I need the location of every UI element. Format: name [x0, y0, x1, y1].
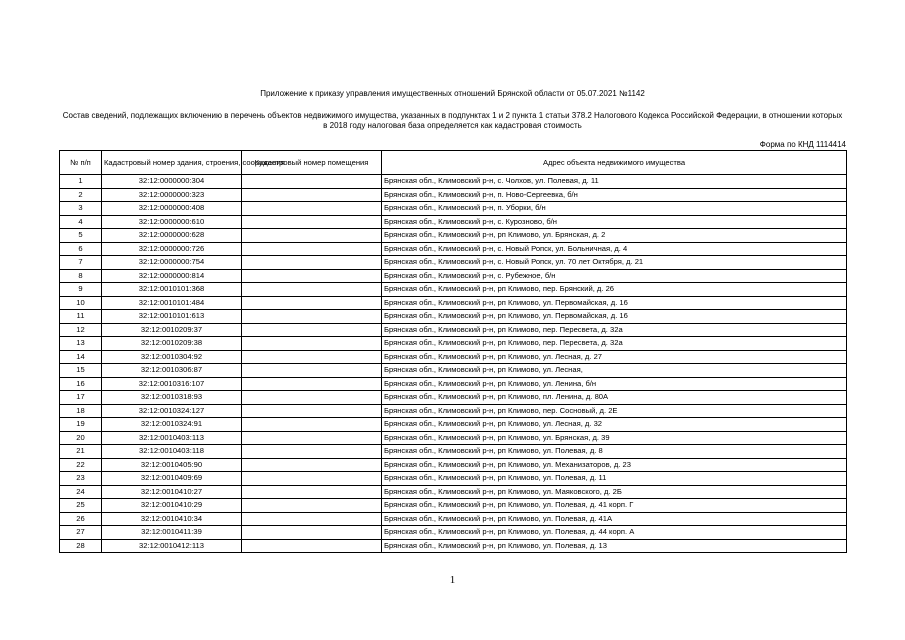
address-cell: Брянская обл., Климовский р-н, рп Климово, ул. Полевая, д. 8	[382, 445, 847, 459]
room-cadastral-number	[242, 364, 382, 378]
room-cadastral-number	[242, 539, 382, 553]
row-number: 28	[60, 539, 102, 553]
room-cadastral-number	[242, 215, 382, 229]
address-cell: Брянская обл., Климовский р-н, п. Уборки, б/н	[382, 202, 847, 216]
table-row	[60, 323, 847, 337]
building-cadastral-number: 32:12:0010324:127	[102, 404, 242, 418]
address-cell: Брянская обл., Климовский р-н, рп Климово, ул. Лесная,	[382, 364, 847, 378]
row-number: 5	[60, 229, 102, 243]
building-cadastral-number: 32:12:0010411:39	[102, 526, 242, 540]
row-number: 18	[60, 404, 102, 418]
room-cadastral-number	[242, 485, 382, 499]
building-cadastral-number: 32:12:0010101:613	[102, 310, 242, 324]
building-cadastral-number: 32:12:0000000:628	[102, 229, 242, 243]
room-cadastral-number	[242, 337, 382, 351]
building-cadastral-number: 32:12:0000000:304	[102, 175, 242, 189]
building-cadastral-number: 32:12:0010209:38	[102, 337, 242, 351]
address-cell: Брянская обл., Климовский р-н, рп Климово, ул. Первомайская, д. 16	[382, 310, 847, 324]
room-cadastral-number	[242, 283, 382, 297]
room-cadastral-number	[242, 202, 382, 216]
building-cadastral-number: 32:12:0010306:87	[102, 364, 242, 378]
address-cell: Брянская обл., Климовский р-н, с. Рубежное, б/н	[382, 269, 847, 283]
address-cell: Брянская обл., Климовский р-н, рп Климово, ул. Маяковского, д. 2Б	[382, 485, 847, 499]
room-cadastral-number	[242, 472, 382, 486]
row-number: 17	[60, 391, 102, 405]
room-cadastral-number	[242, 229, 382, 243]
room-cadastral-number	[242, 256, 382, 270]
room-cadastral-number	[242, 512, 382, 526]
table-row	[60, 404, 847, 418]
address-cell: Брянская обл., Климовский р-н, рп Климово, ул. Полевая, д. 13	[382, 539, 847, 553]
table-row	[60, 188, 847, 202]
row-number: 19	[60, 418, 102, 432]
table-row	[60, 256, 847, 270]
address-cell: Брянская обл., Климовский р-н, с. Новый Ропск, ул. Больничная, д. 4	[382, 242, 847, 256]
row-number: 15	[60, 364, 102, 378]
room-cadastral-number	[242, 323, 382, 337]
row-number: 3	[60, 202, 102, 216]
row-number: 12	[60, 323, 102, 337]
room-cadastral-number	[242, 445, 382, 459]
row-number: 11	[60, 310, 102, 324]
row-number: 27	[60, 526, 102, 540]
table-row	[60, 499, 847, 513]
building-cadastral-number: 32:12:0010409:69	[102, 472, 242, 486]
table-row	[60, 472, 847, 486]
address-cell: Брянская обл., Климовский р-н, с. Новый Ропск, ул. 70 лет Октября, д. 21	[382, 256, 847, 270]
address-cell: Брянская обл., Климовский р-н, рп Климово, пер. Пересвета, д. 32а	[382, 337, 847, 351]
address-cell: Брянская обл., Климовский р-н, рп Климово, ул. Механизаторов, д. 23	[382, 458, 847, 472]
address-cell: Брянская обл., Климовский р-н, рп Климово, ул. Брянская, д. 39	[382, 431, 847, 445]
table-row	[60, 283, 847, 297]
room-cadastral-number	[242, 377, 382, 391]
table-row	[60, 215, 847, 229]
building-cadastral-number: 32:12:0010324:91	[102, 418, 242, 432]
column-header-building: Кадастровый номер здания, строения, сооружения	[102, 151, 242, 175]
row-number: 9	[60, 283, 102, 297]
row-number: 24	[60, 485, 102, 499]
building-cadastral-number: 32:12:0010316:107	[102, 377, 242, 391]
column-header-room: Кадастровый номер помещения	[242, 151, 382, 175]
table-row	[60, 202, 847, 216]
row-number: 6	[60, 242, 102, 256]
column-header-address: Адрес объекта недвижимого имущества	[382, 151, 847, 175]
address-cell: Брянская обл., Климовский р-н, рп Климово, ул. Лесная, д. 27	[382, 350, 847, 364]
page-number: 1	[449, 574, 456, 586]
table-row	[60, 485, 847, 499]
row-number: 7	[60, 256, 102, 270]
address-cell: Брянская обл., Климовский р-н, рп Климово, пл. Ленина, д. 80А	[382, 391, 847, 405]
building-cadastral-number: 32:12:0000000:323	[102, 188, 242, 202]
address-cell: Брянская обл., Климовский р-н, рп Климово, пер. Сосновый, д. 2Е	[382, 404, 847, 418]
address-cell: Брянская обл., Климовский р-н, п. Ново-Сергеевка, б/н	[382, 188, 847, 202]
address-cell: Брянская обл., Климовский р-н, рп Климово, пер. Брянский, д. 26	[382, 283, 847, 297]
building-cadastral-number: 32:12:0010304:92	[102, 350, 242, 364]
table-row	[60, 310, 847, 324]
form-code: Форма по КНД 1114414	[759, 140, 846, 149]
address-cell: Брянская обл., Климовский р-н, рп Климово, ул. Брянская, д. 2	[382, 229, 847, 243]
building-cadastral-number: 32:12:0010403:113	[102, 431, 242, 445]
address-cell: Брянская обл., Климовский р-н, рп Климово, ул. Ленина, б/н	[382, 377, 847, 391]
building-cadastral-number: 32:12:0000000:814	[102, 269, 242, 283]
document-subheading: Состав сведений, подлежащих включению в перечень объектов недвижимого имущества, указанных в подпунктах 1 и 2 пункта 1 статьи 378.2 Налогового Кодекса Российской Федерации, в отношении которых в 2018 году налоговая база определяется как кадастровая стоимость	[62, 111, 843, 130]
building-cadastral-number: 32:12:0010410:34	[102, 512, 242, 526]
building-cadastral-number: 32:12:0000000:726	[102, 242, 242, 256]
building-cadastral-number: 32:12:0010410:29	[102, 499, 242, 513]
row-number: 4	[60, 215, 102, 229]
address-cell: Брянская обл., Климовский р-н, рп Климово, ул. Полевая, д. 44 корп. А	[382, 526, 847, 540]
row-number: 1	[60, 175, 102, 189]
address-cell: Брянская обл., Климовский р-н, рп Климово, ул. Полевая, д. 11	[382, 472, 847, 486]
room-cadastral-number	[242, 175, 382, 189]
table-row	[60, 526, 847, 540]
room-cadastral-number	[242, 418, 382, 432]
room-cadastral-number	[242, 499, 382, 513]
building-cadastral-number: 32:12:0010209:37	[102, 323, 242, 337]
room-cadastral-number	[242, 242, 382, 256]
address-cell: Брянская обл., Климовский р-н, рп Климово, пер. Пересвета, д. 32а	[382, 323, 847, 337]
row-number: 14	[60, 350, 102, 364]
room-cadastral-number	[242, 431, 382, 445]
row-number: 23	[60, 472, 102, 486]
table-row	[60, 377, 847, 391]
table-row	[60, 175, 847, 189]
address-cell: Брянская обл., Климовский р-н, рп Климово, ул. Лесная, д. 32	[382, 418, 847, 432]
table-row	[60, 418, 847, 432]
table-row	[60, 364, 847, 378]
room-cadastral-number	[242, 526, 382, 540]
table-row	[60, 269, 847, 283]
room-cadastral-number	[242, 404, 382, 418]
table-row	[60, 512, 847, 526]
row-number: 25	[60, 499, 102, 513]
building-cadastral-number: 32:12:0010410:27	[102, 485, 242, 499]
row-number: 13	[60, 337, 102, 351]
table-row	[60, 539, 847, 553]
row-number: 10	[60, 296, 102, 310]
address-cell: Брянская обл., Климовский р-н, с. Чолхов, ул. Полевая, д. 11	[382, 175, 847, 189]
property-table	[59, 150, 847, 553]
row-number: 21	[60, 445, 102, 459]
room-cadastral-number	[242, 458, 382, 472]
row-number: 2	[60, 188, 102, 202]
building-cadastral-number: 32:12:0010318:93	[102, 391, 242, 405]
room-cadastral-number	[242, 391, 382, 405]
table-row	[60, 350, 847, 364]
table-row	[60, 391, 847, 405]
row-number: 26	[60, 512, 102, 526]
table-row	[60, 445, 847, 459]
address-cell: Брянская обл., Климовский р-н, с. Курозново, б/н	[382, 215, 847, 229]
room-cadastral-number	[242, 310, 382, 324]
table-row	[60, 242, 847, 256]
room-cadastral-number	[242, 269, 382, 283]
table-row	[60, 458, 847, 472]
document-heading: Приложение к приказу управления имущественных отношений Брянской области от 05.07.2021 №1142	[260, 89, 645, 98]
address-cell: Брянская обл., Климовский р-н, рп Климово, ул. Первомайская, д. 16	[382, 296, 847, 310]
row-number: 16	[60, 377, 102, 391]
room-cadastral-number	[242, 296, 382, 310]
table-row	[60, 229, 847, 243]
building-cadastral-number: 32:12:0010403:118	[102, 445, 242, 459]
building-cadastral-number: 32:12:0000000:610	[102, 215, 242, 229]
row-number: 8	[60, 269, 102, 283]
table-row	[60, 296, 847, 310]
address-cell: Брянская обл., Климовский р-н, рп Климово, ул. Полевая, д. 41 корп. Г	[382, 499, 847, 513]
room-cadastral-number	[242, 188, 382, 202]
building-cadastral-number: 32:12:0010101:484	[102, 296, 242, 310]
table-row	[60, 431, 847, 445]
table-header-row	[60, 151, 847, 175]
building-cadastral-number: 32:12:0010412:113	[102, 539, 242, 553]
address-cell: Брянская обл., Климовский р-н, рп Климово, ул. Полевая, д. 41А	[382, 512, 847, 526]
table-row	[60, 337, 847, 351]
building-cadastral-number: 32:12:0010101:368	[102, 283, 242, 297]
building-cadastral-number: 32:12:0000000:408	[102, 202, 242, 216]
building-cadastral-number: 32:12:0000000:754	[102, 256, 242, 270]
column-header-num: № п/п	[60, 151, 102, 175]
room-cadastral-number	[242, 350, 382, 364]
row-number: 22	[60, 458, 102, 472]
building-cadastral-number: 32:12:0010405:90	[102, 458, 242, 472]
row-number: 20	[60, 431, 102, 445]
